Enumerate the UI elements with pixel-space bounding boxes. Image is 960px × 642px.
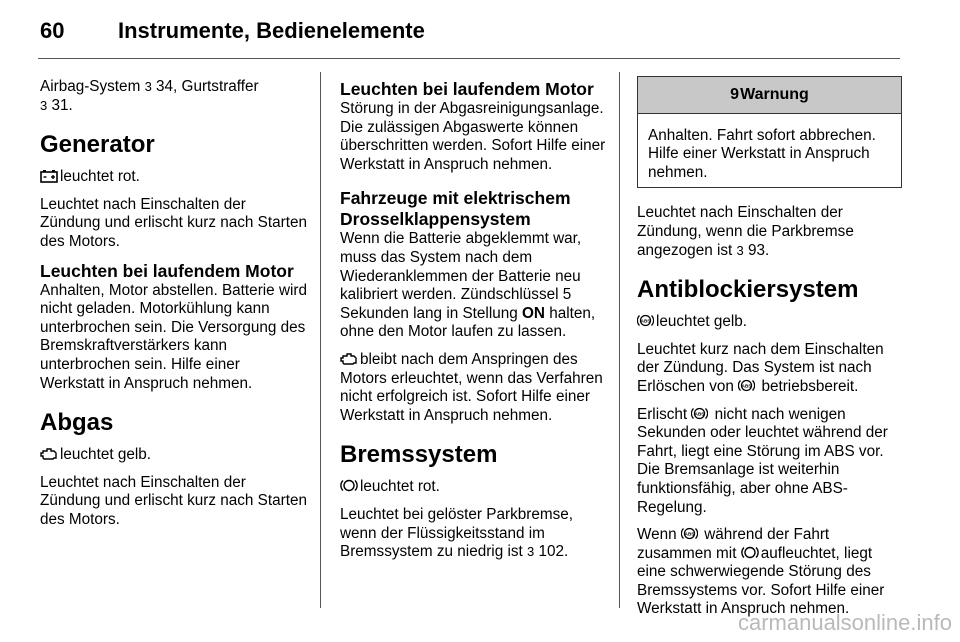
abs-status: ABS leuchtet gelb. xyxy=(637,313,902,332)
header-divider xyxy=(38,58,900,59)
brake-warning-icon xyxy=(340,478,358,493)
generator-description: Leuchtet nach Einschalten der Zündung und erlischt kurz nach Starten des Motors. xyxy=(40,195,308,250)
page-number: 60 xyxy=(40,18,65,43)
section-heading-abgas: Abgas xyxy=(40,409,114,437)
abs-icon xyxy=(637,313,654,328)
column-divider-1 xyxy=(320,72,321,608)
svg-text:ABS: ABS xyxy=(640,318,651,324)
abgas-status: leuchtet gelb. xyxy=(40,446,308,465)
warning-header xyxy=(638,77,901,114)
svg-text:ABS: ABS xyxy=(741,383,752,389)
column-1 xyxy=(40,78,308,539)
reference-arrow-icon: 3 xyxy=(144,79,152,94)
engine-check-icon xyxy=(40,447,58,461)
brems-status: leuchtet rot. xyxy=(340,478,606,497)
ignition-position: ON xyxy=(522,304,545,322)
abgas-running-text: Störung in der Abgasreinigungsanlage. Die zulässigen Abgaswerte können überschritten werden. Sofort Hilfe einer Werkstatt in Anspruch nehmen. xyxy=(340,100,606,173)
page-header xyxy=(40,18,425,48)
abs-icon xyxy=(691,406,708,421)
svg-text:ABS: ABS xyxy=(684,531,695,537)
warning-title: Warnung xyxy=(740,86,809,103)
abs-paragraph-1: Leuchtet kurz nach dem Einschalten der Zündung. Das System ist nach Erlöschen von ABS betriebsbereit. xyxy=(637,340,884,395)
section-heading-abs: Antiblockiersystem xyxy=(637,276,859,304)
column-3 xyxy=(637,78,902,628)
subheading-running-engine: Leuchten bei laufendem Motor xyxy=(340,79,594,99)
brake-warning-icon xyxy=(741,545,759,560)
throttle-system-text: Wenn die Batterie abgeklemmt war, muss das System nach dem Wiederanklemmen der Batterie neu kalibriert werden. Zündschlüssel 5 Sekunden lang in Stellung ON halten, ohne den Motor laufen zu lassen. xyxy=(340,230,596,341)
generator-status: leuchtet rot. xyxy=(40,168,308,187)
section-heading-bremssystem: Bremssystem xyxy=(340,441,498,469)
subheading-throttle-system: Fahrzeuge mit elektrischem Drosselklappensystem xyxy=(340,188,571,230)
generator-running-text: Anhalten, Motor abstellen. Batterie wird nicht geladen. Motorkühlung kann unterbrochen sein. Die Versorgung des Bremskraftverstärkers kann unterbrochen sein. Hilfe einer Werkstatt in Anspruch nehmen. xyxy=(40,281,307,392)
cross-reference-paragraph: Airbag-System 3 34, Gurtstraffer 3 31. xyxy=(40,78,259,114)
warning-box xyxy=(637,76,902,188)
column-divider-2 xyxy=(619,72,620,608)
engine-check-icon xyxy=(340,352,358,366)
abs-icon xyxy=(738,378,755,393)
subheading-running-engine: Leuchten bei laufendem Motor xyxy=(40,260,294,281)
abs-icon xyxy=(681,526,698,541)
parkbremse-text: Leuchtet nach Einschalten der Zündung, wenn die Parkbremse angezogen ist 3 93. xyxy=(637,204,854,259)
reference-arrow-icon: 3 xyxy=(40,97,48,113)
warning-triangle-icon: 9 xyxy=(730,86,740,103)
page-title: Instrumente, Bedienelemente xyxy=(118,18,425,43)
column-2 xyxy=(340,79,606,571)
throttle-system-note: bleibt nach dem Anspringen des Motors erleuchtet, wenn das Verfahren nicht erfolgreich ist. Sofort Hilfe einer Werkstatt in Anspruch nehmen. xyxy=(340,350,603,424)
abgas-description: Leuchtet nach Einschalten der Zündung und erlischt kurz nach Starten des Motors. xyxy=(40,473,308,528)
section-heading-generator: Generator xyxy=(40,131,155,159)
brems-description: Leuchtet bei gelöster Parkbremse, wenn der Flüssigkeitsstand im Bremssystem zu niedrig ist 3 102. xyxy=(340,505,573,561)
warning-text: Anhalten. Fahrt sofort abbrechen. Hilfe einer Werkstatt in Anspruch nehmen. xyxy=(648,126,876,181)
reference-arrow-icon: 3 xyxy=(736,242,744,258)
svg-text:ABS: ABS xyxy=(695,410,705,416)
watermark: carmanualsonline.info xyxy=(737,610,952,635)
abs-paragraph-3: Wenn ABS während der Fahrt zusammen mit aufleuchtet, liegt eine schwerwiegende Störung des Bremssystems vor. Sofort Hilfe einer Werkstatt in Anspruch nehmen. xyxy=(637,526,885,618)
battery-icon xyxy=(40,169,58,183)
abs-paragraph-2: Erlischt ABS nicht nach wenigen Sekunden oder leuchtet während der Fahrt, liegt eine Störung im ABS vor. Die Bremsanlage ist weiterhin funktionsfähig, aber ohne ABS-Regelung. xyxy=(637,405,888,516)
reference-arrow-icon: 3 xyxy=(527,544,535,560)
